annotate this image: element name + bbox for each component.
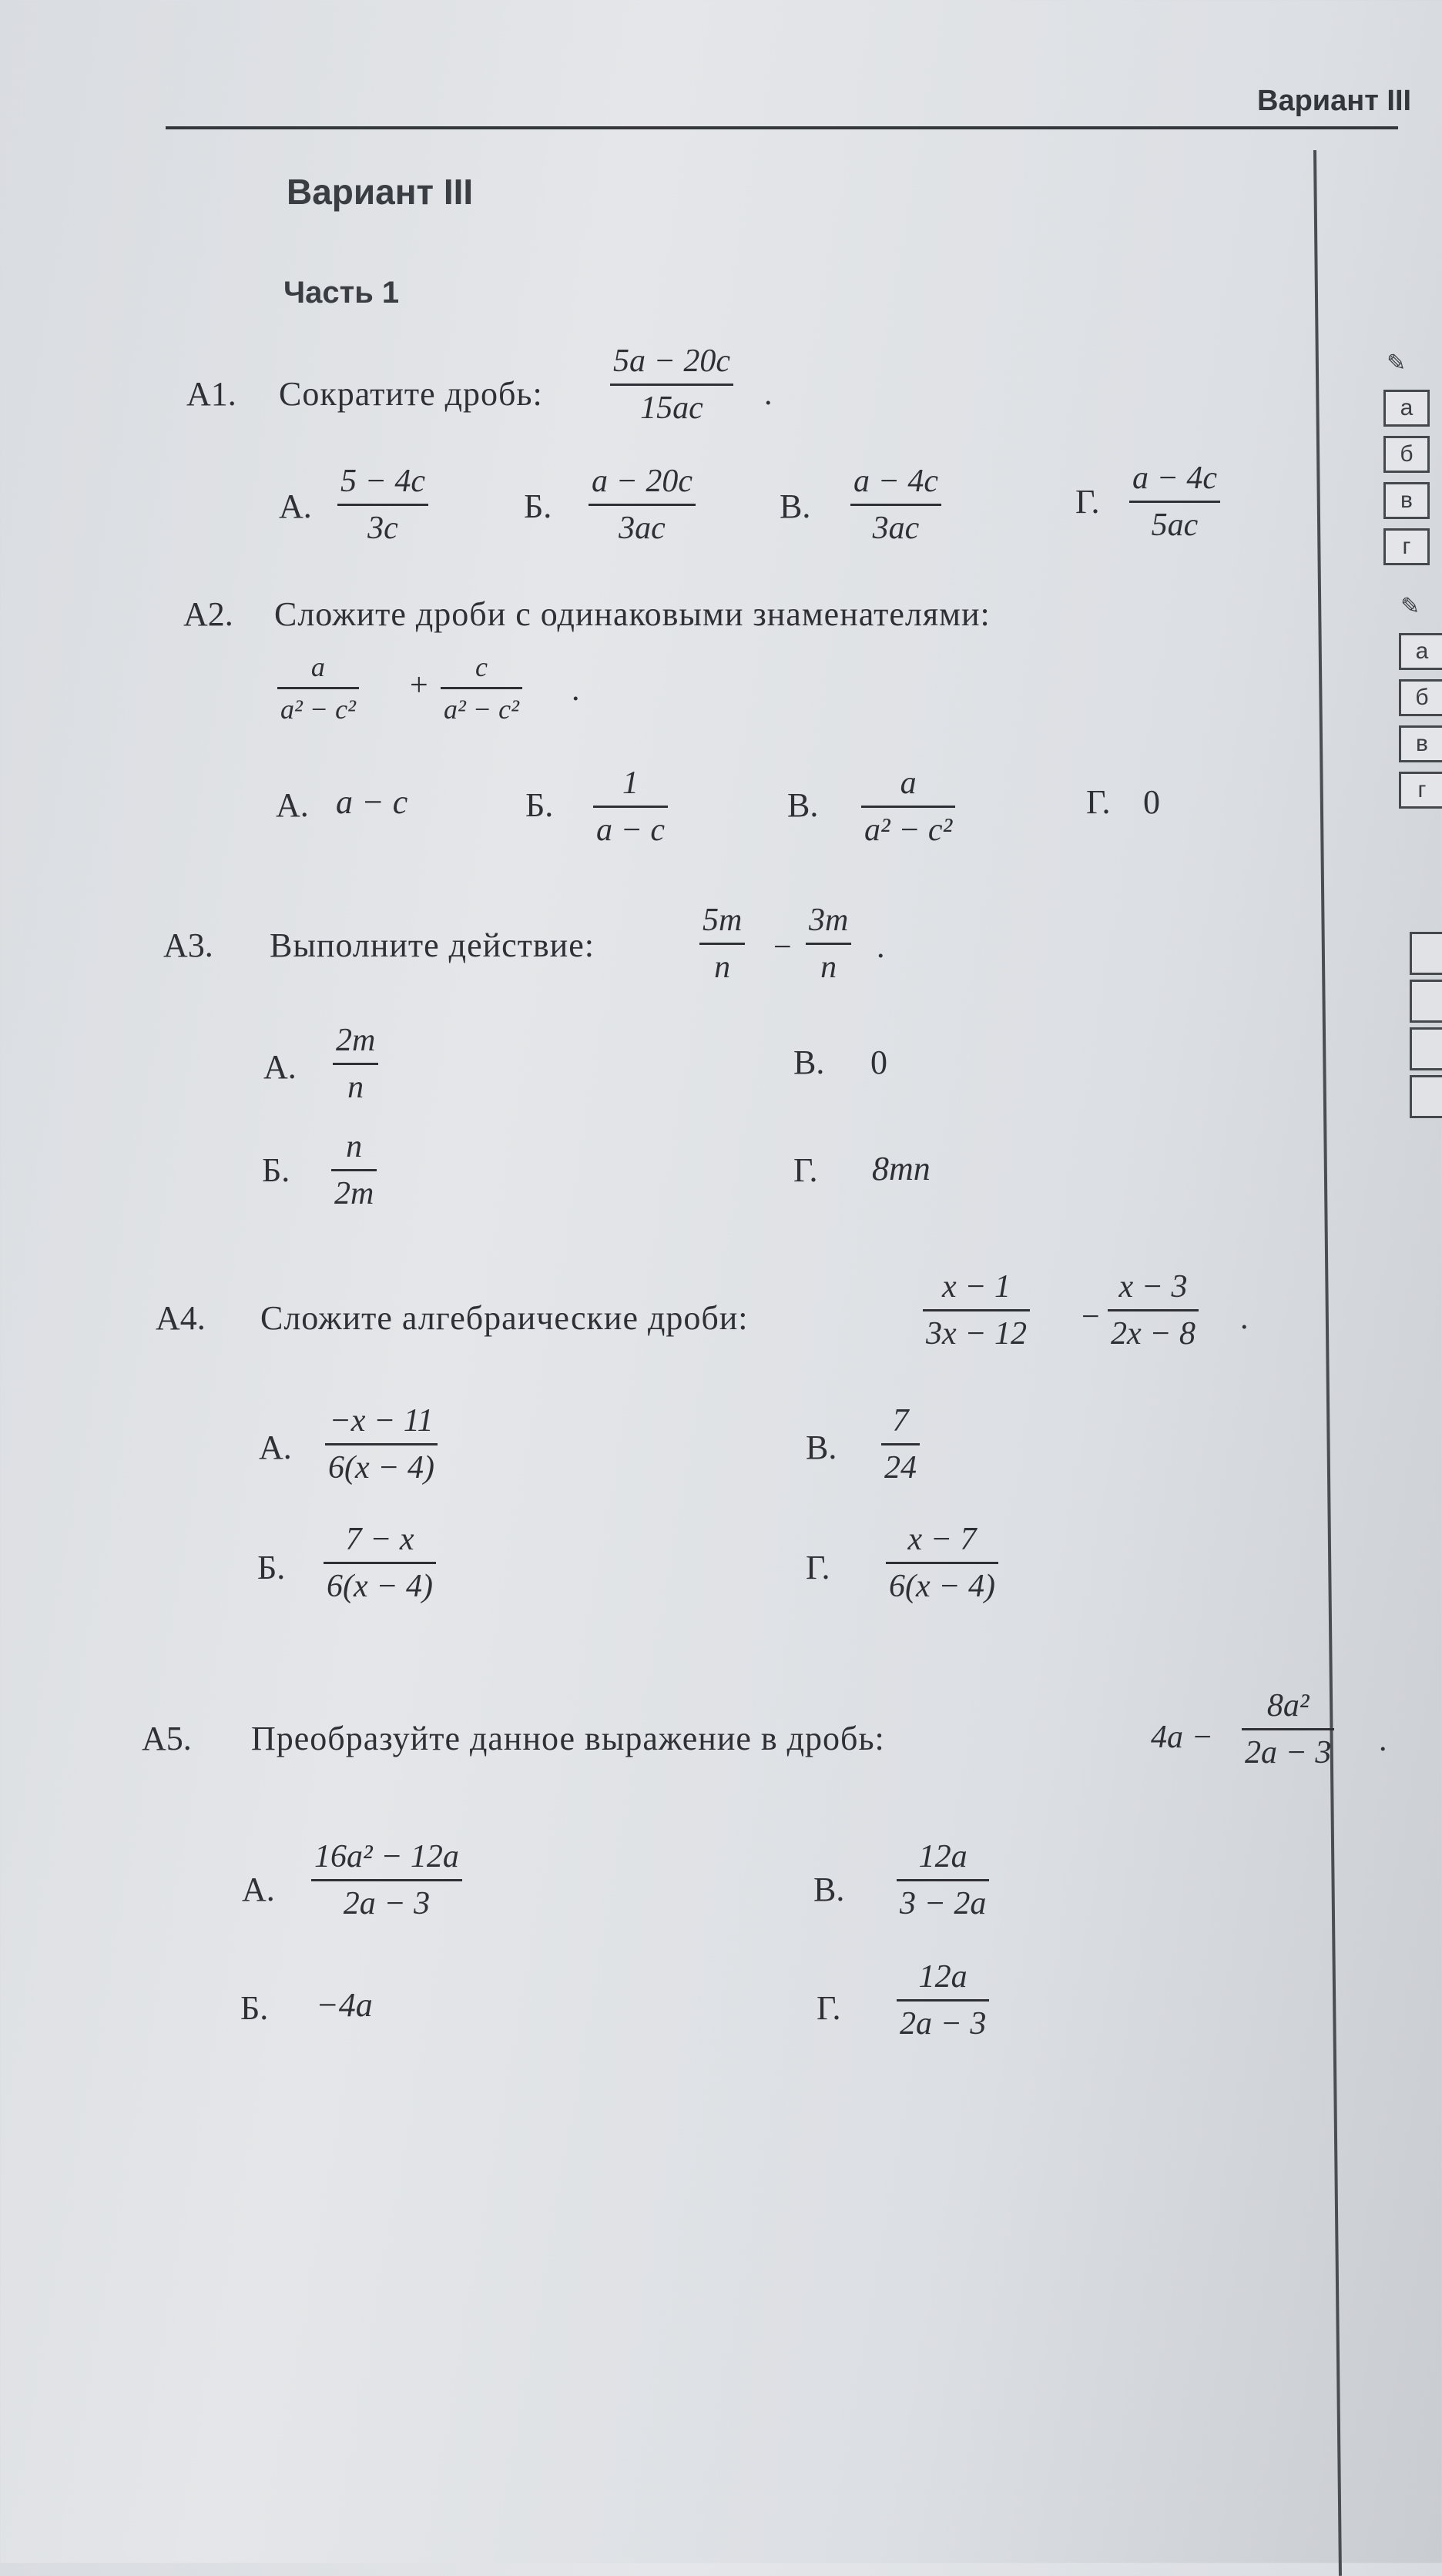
- option-value[interactable]: a − c: [336, 783, 408, 821]
- option-fraction[interactable]: 12a 2a − 3: [897, 1961, 989, 2040]
- option-label[interactable]: В.: [793, 1043, 825, 1081]
- question-number: А5.: [142, 1720, 192, 1757]
- question-number: А3.: [163, 926, 213, 964]
- option-value[interactable]: 8mn: [872, 1150, 931, 1188]
- question-number: А4.: [156, 1299, 206, 1337]
- option-label[interactable]: Б.: [524, 487, 552, 525]
- question-text: Сократите дробь:: [279, 375, 543, 413]
- answer-box[interactable]: б: [1383, 436, 1430, 473]
- answer-box[interactable]: [1410, 980, 1442, 1023]
- option-label[interactable]: В.: [787, 786, 819, 824]
- option-label[interactable]: А.: [242, 1871, 275, 1908]
- option-value[interactable]: 0: [1143, 783, 1160, 821]
- header-variant-tag: Вариант III: [1257, 85, 1412, 117]
- answer-box[interactable]: г: [1383, 528, 1430, 565]
- question-number: А2.: [183, 595, 233, 633]
- answer-box[interactable]: [1410, 1027, 1442, 1070]
- option-fraction[interactable]: 5 − 4c 3c: [337, 465, 428, 544]
- answer-box[interactable]: г: [1399, 772, 1442, 809]
- expression-fraction: c a² − c²: [441, 653, 522, 723]
- expression-fraction: 5a − 20c 15ac: [610, 345, 733, 424]
- answer-box[interactable]: а: [1399, 633, 1442, 670]
- option-fraction[interactable]: a − 20c 3ac: [589, 465, 696, 544]
- option-fraction[interactable]: −x − 11 6(x − 4): [325, 1405, 438, 1484]
- expression-fraction: 3m n: [806, 904, 851, 983]
- option-fraction[interactable]: 7 − x 6(x − 4): [324, 1523, 436, 1603]
- option-label[interactable]: Б.: [525, 786, 554, 824]
- option-fraction[interactable]: x − 7 6(x − 4): [886, 1523, 998, 1603]
- expression-fraction: x − 3 2x − 8: [1108, 1271, 1199, 1350]
- option-label[interactable]: В.: [813, 1871, 845, 1908]
- question-number: А1.: [186, 375, 236, 413]
- question-text: Сложите дроби с одинаковыми знаменателями:: [274, 595, 991, 633]
- part-title: Часть 1: [283, 276, 400, 310]
- option-label[interactable]: А.: [276, 786, 309, 824]
- column-rule: [1313, 150, 1342, 2576]
- option-fraction[interactable]: a a² − c²: [861, 767, 955, 846]
- option-label[interactable]: А.: [279, 487, 312, 525]
- expression-fraction: a a² − c²: [277, 653, 359, 723]
- expression-fraction: 5m n: [699, 904, 745, 983]
- option-label[interactable]: Б.: [240, 1989, 269, 2027]
- answer-box[interactable]: б: [1399, 679, 1442, 716]
- option-label[interactable]: Г.: [806, 1549, 830, 1586]
- header-rule: [166, 126, 1398, 129]
- expression-fraction: x − 1 3x − 12: [923, 1271, 1030, 1350]
- option-value[interactable]: −4a: [316, 1986, 373, 2024]
- option-fraction[interactable]: 1 a − c: [593, 767, 668, 846]
- option-label[interactable]: В.: [780, 487, 811, 525]
- option-label[interactable]: Г.: [1086, 783, 1111, 821]
- question-text: Преобразуйте данное выражение в дробь:: [251, 1720, 885, 1757]
- option-fraction[interactable]: 12a 3 − 2a: [897, 1841, 989, 1920]
- option-label[interactable]: Б.: [262, 1151, 290, 1189]
- option-fraction[interactable]: 2m n: [333, 1024, 378, 1104]
- expression-fraction: 8a² 2a − 3: [1242, 1690, 1334, 1769]
- answer-box[interactable]: в: [1383, 482, 1430, 519]
- expression-lead: 4a −: [1151, 1720, 1213, 1755]
- pencil-icon: ✎: [1387, 350, 1407, 377]
- option-value[interactable]: 0: [870, 1043, 887, 1081]
- pencil-icon: ✎: [1400, 593, 1420, 620]
- option-label[interactable]: А.: [263, 1048, 297, 1086]
- option-fraction[interactable]: a − 4c 5ac: [1129, 462, 1220, 541]
- page-title: Вариант III: [287, 172, 474, 212]
- option-fraction[interactable]: 7 24: [881, 1405, 920, 1484]
- option-label[interactable]: Б.: [257, 1549, 286, 1586]
- option-label[interactable]: Г.: [1075, 483, 1100, 521]
- option-fraction[interactable]: a − 4c 3ac: [850, 465, 941, 544]
- option-fraction[interactable]: n 2m: [331, 1131, 377, 1210]
- answer-box[interactable]: [1410, 1075, 1442, 1118]
- option-label[interactable]: А.: [259, 1429, 292, 1466]
- option-fraction[interactable]: 16a² − 12a 2a − 3: [311, 1841, 462, 1920]
- question-text: Выполните действие:: [270, 926, 595, 964]
- answer-box[interactable]: а: [1383, 390, 1430, 427]
- answer-box[interactable]: в: [1399, 725, 1442, 762]
- option-label[interactable]: Г.: [793, 1151, 818, 1189]
- question-text: Сложите алгебраические дроби:: [260, 1299, 749, 1337]
- option-label[interactable]: Г.: [817, 1989, 841, 2027]
- option-label[interactable]: В.: [806, 1429, 837, 1466]
- answer-box[interactable]: [1410, 932, 1442, 975]
